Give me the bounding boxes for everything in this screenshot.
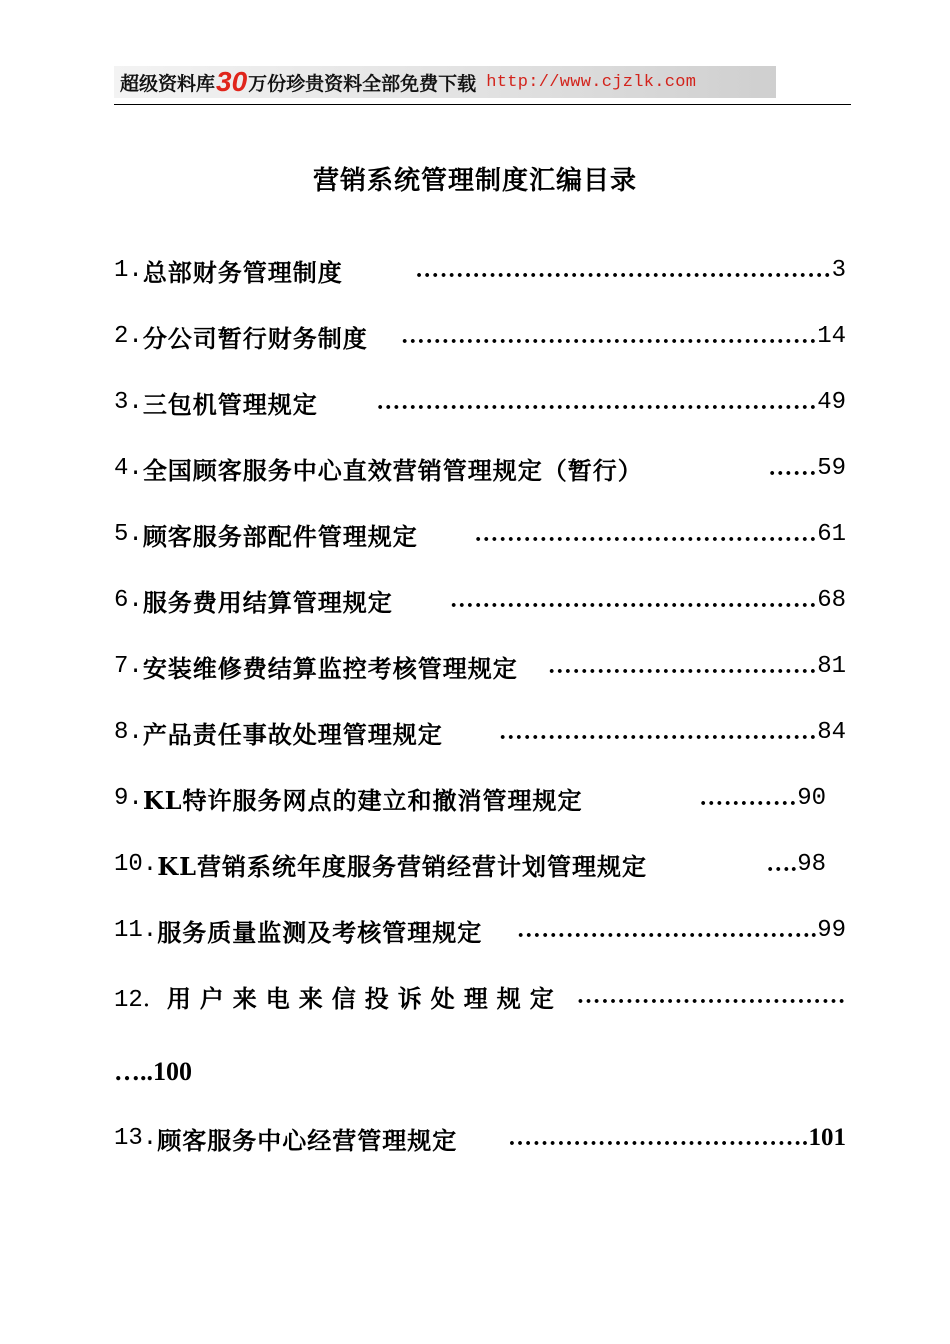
toc-entry-3[interactable] [114,382,846,422]
toc-page-number: 14 [817,322,846,350]
header-divider [114,104,851,105]
toc-number: 2. [114,322,143,350]
toc-entry-12-continuation: …..100 [114,1057,192,1086]
toc-page-number: 90 [797,784,826,812]
toc-entry-1[interactable] [114,250,846,290]
toc-number: 5. [114,520,143,548]
toc-leader-dots: ………… [699,784,798,811]
toc-entry-2[interactable] [114,316,846,356]
banner-url-link[interactable]: http://www.cjzlk.com [486,72,697,92]
toc-label: 总部财务管理制度 [142,257,343,287]
toc-leader-dots: …………………………………………… [415,256,832,283]
toc-leader-dots: …… [768,454,818,481]
toc-page-number: 59 [817,454,846,482]
toc-leader-dots: …………………………………… [474,520,818,547]
toc-label: 产品责任事故处理管理规定 [142,719,443,749]
toc-label: KL营销系统年度服务营销经营计划管理规定 [157,851,647,881]
toc-number: 4. [114,454,143,482]
toc-number: 1. [114,256,143,284]
toc-label: KL特许服务网点的建立和撤消管理规定 [142,785,583,815]
banner-text-after: 万份珍贵资料全部免费下载 [248,72,477,95]
toc-label: 三包机管理规定 [142,389,318,419]
toc-leader-dots: …………………………………………… [400,322,818,349]
toc-label: 用户来电来信投诉处理规定 [166,983,563,1013]
toc-number: 7. [114,652,143,680]
toc-leader-dots: …. [766,850,798,877]
toc-entry-7[interactable] [114,646,846,686]
banner-text-before: 超级资料库 [120,72,216,95]
toc-page-number: 3 [831,256,846,284]
toc-number: 10. [114,850,158,878]
toc-page-number: 84 [817,718,846,746]
toc-leader-dots: ……………………………………………… [376,388,818,415]
toc-number: 13. [114,1124,158,1152]
toc-entry-13[interactable] [114,1118,846,1158]
toc-number: 3. [114,388,143,416]
toc-label: 全国顾客服务中心直效营销管理规定（暂行） [142,455,643,485]
toc-entry-12[interactable] [114,976,846,1016]
toc-label: 服务费用结算管理规定 [142,587,393,617]
header-banner[interactable] [114,66,776,98]
toc-label: 安装维修费结算监控考核管理规定 [142,653,518,683]
toc-page-number: 68 [817,586,846,614]
toc-page-number: 49 [817,388,846,416]
toc-page-number: 81 [817,652,846,680]
toc-number: 8. [114,718,143,746]
toc-leader-dots: ………………………………. [508,1124,809,1151]
banner-number: 30 [216,66,248,97]
toc-label: 顾客服务部配件管理规定 [142,521,418,551]
toc-page-number: 61 [817,520,846,548]
toc-entry-5[interactable] [114,514,846,554]
toc-page-number: 98 [797,850,826,878]
toc-leader-dots: ………………………………. [516,916,818,943]
toc-label: 分公司暂行财务制度 [142,323,368,353]
toc-entry-9[interactable] [114,778,826,818]
toc-label: 服务质量监测及考核管理规定 [157,917,483,947]
toc-label: 顾客服务中心经营管理规定 [157,1125,458,1155]
toc-leader-dots: …………………………… [547,652,818,679]
toc-page-number: 101 [808,1124,846,1151]
toc-number: 11. [114,916,158,944]
toc-number: 9. [114,784,143,812]
toc-leader-dots: …………………………… [576,982,846,1009]
toc-entry-6[interactable] [114,580,846,620]
toc-leader-dots: ……………………………………… [449,586,818,613]
toc-entry-10[interactable] [114,844,826,884]
toc-entry-11[interactable] [114,910,846,950]
toc-leader-dots: ………………………………… [498,718,818,745]
toc-page-number: 99 [817,916,846,944]
toc-number: 6. [114,586,143,614]
toc-number: 12． [114,987,167,1014]
toc-entry-8[interactable] [114,712,846,752]
document-title: 营销系统管理制度汇编目录 [312,166,637,196]
toc-entry-4[interactable] [114,448,846,488]
